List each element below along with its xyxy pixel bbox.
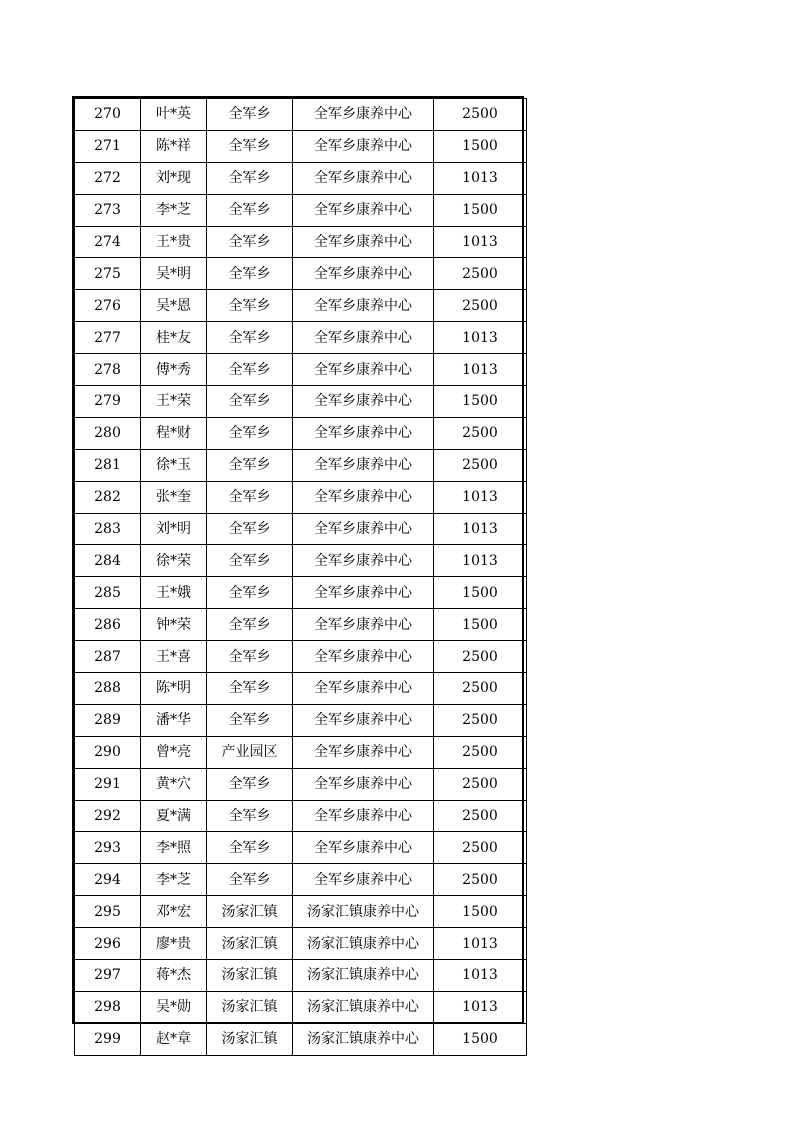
table-row [75, 864, 527, 896]
cell-town: 全军乡 [207, 641, 293, 673]
cell-amount: 2500 [434, 704, 527, 736]
cell-organization: 汤家汇镇康养中心 [293, 1023, 434, 1055]
cell-town: 汤家汇镇 [207, 928, 293, 960]
cell-town: 全军乡 [207, 290, 293, 322]
cell-number: 272 [75, 162, 141, 194]
table-row [75, 673, 527, 705]
table-row [75, 513, 527, 545]
cell-name: 李*芝 [141, 864, 207, 896]
cell-name: 程*财 [141, 417, 207, 449]
cell-town: 汤家汇镇 [207, 991, 293, 1023]
table-row [75, 417, 527, 449]
cell-amount: 1013 [434, 226, 527, 258]
cell-amount: 2500 [434, 258, 527, 290]
cell-number: 278 [75, 354, 141, 386]
data-table [74, 98, 527, 1056]
cell-amount: 1500 [434, 896, 527, 928]
cell-organization: 汤家汇镇康养中心 [293, 960, 434, 992]
cell-amount: 1013 [434, 354, 527, 386]
cell-town: 全军乡 [207, 130, 293, 162]
cell-town: 全军乡 [207, 194, 293, 226]
table-row [75, 896, 527, 928]
table-row [75, 194, 527, 226]
cell-number: 292 [75, 800, 141, 832]
cell-town: 全军乡 [207, 481, 293, 513]
table-row [75, 99, 527, 131]
cell-organization: 全军乡康养中心 [293, 258, 434, 290]
cell-town: 全军乡 [207, 545, 293, 577]
cell-amount: 1013 [434, 322, 527, 354]
table-row [75, 800, 527, 832]
table-row [75, 1023, 527, 1055]
cell-amount: 2500 [434, 768, 527, 800]
cell-organization: 全军乡康养中心 [293, 609, 434, 641]
cell-name: 吴*明 [141, 258, 207, 290]
cell-number: 276 [75, 290, 141, 322]
cell-town: 全军乡 [207, 354, 293, 386]
cell-organization: 全军乡康养中心 [293, 481, 434, 513]
cell-number: 274 [75, 226, 141, 258]
cell-name: 陈*祥 [141, 130, 207, 162]
cell-number: 275 [75, 258, 141, 290]
cell-town: 全军乡 [207, 768, 293, 800]
table-row [75, 960, 527, 992]
cell-number: 290 [75, 736, 141, 768]
table-row [75, 354, 527, 386]
cell-name: 王*喜 [141, 641, 207, 673]
cell-organization: 全军乡康养中心 [293, 545, 434, 577]
cell-amount: 1013 [434, 928, 527, 960]
cell-amount: 1013 [434, 481, 527, 513]
cell-amount: 1013 [434, 545, 527, 577]
cell-town: 汤家汇镇 [207, 896, 293, 928]
cell-organization: 全军乡康养中心 [293, 736, 434, 768]
cell-number: 273 [75, 194, 141, 226]
cell-town: 全军乡 [207, 609, 293, 641]
cell-organization: 全军乡康养中心 [293, 768, 434, 800]
cell-number: 291 [75, 768, 141, 800]
cell-town: 汤家汇镇 [207, 960, 293, 992]
cell-organization: 全军乡康养中心 [293, 832, 434, 864]
table-row [75, 290, 527, 322]
cell-number: 280 [75, 417, 141, 449]
cell-name: 钟*荣 [141, 609, 207, 641]
table-row [75, 226, 527, 258]
cell-organization: 全军乡康养中心 [293, 354, 434, 386]
cell-name: 黄*穴 [141, 768, 207, 800]
cell-number: 294 [75, 864, 141, 896]
cell-town: 全军乡 [207, 417, 293, 449]
cell-organization: 全军乡康养中心 [293, 386, 434, 418]
cell-amount: 1013 [434, 162, 527, 194]
cell-amount: 1013 [434, 991, 527, 1023]
cell-amount: 2500 [434, 673, 527, 705]
table-row [75, 130, 527, 162]
table-row [75, 577, 527, 609]
cell-name: 桂*友 [141, 322, 207, 354]
cell-amount: 2500 [434, 832, 527, 864]
cell-town: 产业园区 [207, 736, 293, 768]
cell-town: 全军乡 [207, 673, 293, 705]
cell-town: 全军乡 [207, 386, 293, 418]
cell-name: 曾*亮 [141, 736, 207, 768]
cell-organization: 汤家汇镇康养中心 [293, 896, 434, 928]
cell-town: 全军乡 [207, 226, 293, 258]
cell-number: 270 [75, 99, 141, 131]
table-row [75, 481, 527, 513]
cell-amount: 2500 [434, 864, 527, 896]
cell-organization: 全军乡康养中心 [293, 864, 434, 896]
table-row [75, 928, 527, 960]
table-row [75, 832, 527, 864]
cell-number: 285 [75, 577, 141, 609]
data-table-sheet [72, 96, 524, 1048]
cell-number: 293 [75, 832, 141, 864]
cell-number: 277 [75, 322, 141, 354]
cell-organization: 全军乡康养中心 [293, 162, 434, 194]
table-row [75, 386, 527, 418]
cell-amount: 1500 [434, 194, 527, 226]
cell-number: 299 [75, 1023, 141, 1055]
cell-number: 286 [75, 609, 141, 641]
cell-amount: 1500 [434, 577, 527, 609]
table-row [75, 545, 527, 577]
cell-number: 298 [75, 991, 141, 1023]
cell-town: 全军乡 [207, 162, 293, 194]
cell-name: 徐*玉 [141, 449, 207, 481]
cell-organization: 全军乡康养中心 [293, 226, 434, 258]
cell-amount: 2500 [434, 290, 527, 322]
cell-organization: 全军乡康养中心 [293, 704, 434, 736]
cell-name: 王*贵 [141, 226, 207, 258]
cell-organization: 全军乡康养中心 [293, 800, 434, 832]
cell-number: 271 [75, 130, 141, 162]
cell-town: 全军乡 [207, 322, 293, 354]
cell-amount: 2500 [434, 99, 527, 131]
cell-number: 288 [75, 673, 141, 705]
cell-town: 全军乡 [207, 99, 293, 131]
table-row [75, 704, 527, 736]
cell-amount: 1500 [434, 609, 527, 641]
table-row [75, 449, 527, 481]
cell-name: 蒋*杰 [141, 960, 207, 992]
cell-organization: 全军乡康养中心 [293, 449, 434, 481]
cell-number: 279 [75, 386, 141, 418]
table-row [75, 736, 527, 768]
cell-name: 吴*恩 [141, 290, 207, 322]
cell-organization: 汤家汇镇康养中心 [293, 928, 434, 960]
table-row [75, 768, 527, 800]
cell-amount: 1500 [434, 386, 527, 418]
cell-amount: 2500 [434, 417, 527, 449]
cell-town: 全军乡 [207, 449, 293, 481]
cell-organization: 全军乡康养中心 [293, 99, 434, 131]
cell-number: 287 [75, 641, 141, 673]
cell-number: 284 [75, 545, 141, 577]
cell-number: 289 [75, 704, 141, 736]
cell-town: 全军乡 [207, 704, 293, 736]
cell-organization: 全军乡康养中心 [293, 641, 434, 673]
cell-name: 李*芝 [141, 194, 207, 226]
cell-name: 刘*明 [141, 513, 207, 545]
table-body [75, 99, 527, 1056]
cell-name: 赵*章 [141, 1023, 207, 1055]
cell-organization: 全军乡康养中心 [293, 290, 434, 322]
cell-amount: 2500 [434, 449, 527, 481]
cell-amount: 2500 [434, 800, 527, 832]
cell-town: 全军乡 [207, 832, 293, 864]
cell-amount: 2500 [434, 736, 527, 768]
cell-name: 吴*勋 [141, 991, 207, 1023]
cell-name: 王*荣 [141, 386, 207, 418]
cell-number: 295 [75, 896, 141, 928]
cell-organization: 汤家汇镇康养中心 [293, 991, 434, 1023]
cell-amount: 1013 [434, 960, 527, 992]
cell-organization: 全军乡康养中心 [293, 322, 434, 354]
cell-town: 汤家汇镇 [207, 1023, 293, 1055]
cell-number: 297 [75, 960, 141, 992]
cell-name: 张*奎 [141, 481, 207, 513]
cell-organization: 全军乡康养中心 [293, 194, 434, 226]
cell-organization: 全军乡康养中心 [293, 130, 434, 162]
cell-name: 李*照 [141, 832, 207, 864]
table-row [75, 991, 527, 1023]
cell-name: 潘*华 [141, 704, 207, 736]
cell-town: 全军乡 [207, 258, 293, 290]
cell-amount: 2500 [434, 641, 527, 673]
table-row [75, 641, 527, 673]
cell-town: 全军乡 [207, 864, 293, 896]
cell-town: 全军乡 [207, 800, 293, 832]
table-row [75, 609, 527, 641]
cell-name: 王*娥 [141, 577, 207, 609]
cell-town: 全军乡 [207, 513, 293, 545]
table-row [75, 258, 527, 290]
cell-name: 陈*明 [141, 673, 207, 705]
cell-organization: 全军乡康养中心 [293, 577, 434, 609]
cell-amount: 1013 [434, 513, 527, 545]
cell-name: 徐*荣 [141, 545, 207, 577]
cell-number: 281 [75, 449, 141, 481]
cell-name: 夏*满 [141, 800, 207, 832]
cell-town: 全军乡 [207, 577, 293, 609]
cell-name: 傅*秀 [141, 354, 207, 386]
cell-number: 283 [75, 513, 141, 545]
table-row [75, 322, 527, 354]
cell-number: 296 [75, 928, 141, 960]
cell-name: 叶*英 [141, 99, 207, 131]
cell-name: 廖*贵 [141, 928, 207, 960]
cell-organization: 全军乡康养中心 [293, 513, 434, 545]
table-row [75, 162, 527, 194]
cell-amount: 1500 [434, 1023, 527, 1055]
cell-number: 282 [75, 481, 141, 513]
cell-amount: 1500 [434, 130, 527, 162]
cell-organization: 全军乡康养中心 [293, 673, 434, 705]
cell-name: 刘*现 [141, 162, 207, 194]
cell-name: 邓*宏 [141, 896, 207, 928]
cell-organization: 全军乡康养中心 [293, 417, 434, 449]
